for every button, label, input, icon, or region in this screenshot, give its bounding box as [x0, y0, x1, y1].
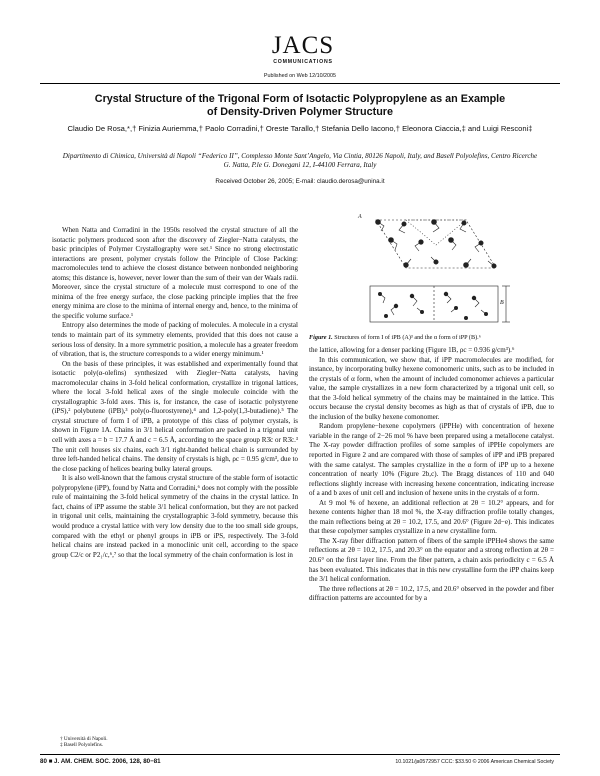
paragraph: Entropy also determines the mode of packing of molecules. A molecule in a crystal tends to maintain part of its symmetry elements, provided that this does not cause a serious loss of density. In a more symmetric position, a molecule has a greater freedom of vibration, that is, the structure corresponds to a wider energy minimum.¹ [52, 321, 298, 359]
footnotes [60, 736, 108, 749]
paragraph: On the basis of these principles, it was established and experimentally found that isotactic poly(α-olefins) synthesized with Ziegler−Natta catalysts, having macromolecular chains in 3-fold helical conformation, crystallize in trigonal lattices, where the local 3-fold helical axes of the single molecule coincide with the crystallographic 3-fold axes. This is, for instance, the case of isotactic polystyrene (iPS),² polybutene (iPB),³ poly(o-fluorostyrene),⁴ and 1,2-poly(1,3-butadiene).⁵ The crystal structure of form I of iPB, a prototype of this class of polymer crystals, is shown in Figure 1A. Chains in 3/1 helical conformation are packed in a trigonal unit cell with axes a = b = 17.7 Å and c = 6.5 Å, according to the space group R3̄c or R3̄c.³ The unit cell houses six chains, each 3/1 right-handed helical chain is surrounded by three left-handed helical chains. The density of crystals is high, ρc = 0.95 g/cm³, due to the close packing of helices bearing bulky lateral groups. [52, 359, 298, 473]
paragraph: When Natta and Corradini in the 1950s resolved the crystal structure of all the isotactic polymers produced soon after the discovery of Ziegler−Natta catalysts, the basic principles of Polymer Crystallography were set.¹ Since no strong electrostatic interactions are present, polymer crystals follow the Principle of Close Packing: macromolecules tend to achieve the closest distance between nonbonded neighboring atoms; this distance is, however, never lower than the sum of their van der Waals radii. Moreover, since the crystal structure of a molecule must correspond to one of the minima of the free energy surface, the close packing principle implies that the free energy minima are close to the minima of internal energy and, hence, to the minima of the specific volume surface.¹ [52, 226, 298, 320]
footer-citation: 80 ■ J. AM. CHEM. SOC. 2006, 128, 80−81 [40, 758, 161, 765]
caption-label: Figure 1. [309, 334, 333, 341]
paragraph: It is also well-known that the famous crystal structure of the stable form of isotactic polypropylene (iPP), found by Natta and Corradini,⁶ does not comply with the possible rule of maintaining the 3-fold helical symmetry of the chains in the crystal lattice. In fact, chains of iPP assume the stable 3/1 helical conformation, but they are not packed in trigonal unit cells, maintaining the crystallographic 3-fold symmetry, because this would produce a crystal lattice with very low density due to the too small side groups, compared with the ethyl or phenyl groups in iPB or iPS, respectively. The 3-fold helical chains are instead packed in a monoclinic unit cell, according to the space group C2/c or P2₁/c,⁶,⁷ so that the local symmetry of the chain conformation is lost in [52, 474, 299, 559]
footnote: † Università di Napoli. [60, 736, 108, 742]
published-date: Published on Web 12/10/2005 [263, 73, 337, 79]
figure-label-a: A [358, 214, 362, 220]
caption-text: Structures of form I of iPB (A)³ and the α form of iPP (B).⁶ [332, 334, 481, 341]
header-rule [40, 83, 560, 84]
paragraph: The three reflections at 2θ = 10.2, 17.5, and 20.6° observed in the powder and fiber diffraction patterns are accounted for by a [309, 584, 554, 603]
footer-rule [40, 754, 560, 755]
crystal-structure-drawing [356, 210, 516, 328]
logo-text: JACS [271, 32, 335, 59]
figure-label-b: B [500, 300, 504, 306]
left-column [52, 226, 298, 560]
paragraph: At 9 mol % of hexene, an additional reflection at 2θ = 10.2° appears, and for hexene contents higher than 18 mol %, the X-ray diffraction profile totally changes, the main reflections being at 2θ = 10.2, 17.5, and 20.6° (Figure 2d−e). This indicates that these copolymer samples crystallize in a new crystalline form. [309, 498, 554, 536]
right-column [309, 346, 554, 604]
figure-caption [309, 334, 554, 342]
affiliation: Dipartimento di Chimica, Università di Napoli “Federico II”, Complesso Monte Sant’Angelo, Via Cintia, 80126 Napoli, Italy, and Basell Polyolefins, Centro Ricerche G. Natta, P.le G. Donegani 12, I-44100 Ferrara, Italy [62, 152, 538, 170]
figure-1-structures [356, 210, 516, 328]
received-line: Received October 26, 2005; E-mail: claudio.derosa@unina.it [215, 178, 385, 185]
logo-subtitle: COMMUNICATIONS [273, 59, 333, 65]
paragraph: The X-ray fiber diffraction pattern of fibers of the sample iPPHe4 shows the same reflections at 2θ = 10.2, 17.5, and 20.3° on the equator and a strong reflection at 2θ = 20.6° on the first layer line. From the fiber pattern, a chain axis periodicity c = 6.5 Å has been evaluated. This indicates that in this new crystalline form the iPP chains keep the 3/1 helical conformation. [309, 536, 554, 584]
article-title: Crystal Structure of the Trigonal Form of Isotactic Polypropylene as an Example of Density-Driven Polymer Structure [94, 93, 506, 118]
footer-doi: 10.1021/ja0572957 CCC: $33.50 © 2006 American Chemical Society [395, 759, 554, 765]
paragraph: In this communication, we show that, if iPP macromolecules are modified, for instance, by incorporating bulky hexene comonomeric units, such as to be included in the crystals of α form, when the amount of included comonomer achieves a particular value, the sample crystallizes in a new form characterized by a trigonal unit cell, so that the 3-fold helical symmetry of the chains may be maintained in the lattice. This occurs because the crystal density becomes as high as that of crystals of iPB, due to the inclusion of the bulky hexene comonomer. [309, 355, 554, 421]
author-list: Claudio De Rosa,*,† Finizia Auriemma,† Paolo Corradini,† Oreste Tarallo,† Stefania Dello Iacono,† Eleonora Ciaccia,‡ and Luigi Resconi‡ [67, 124, 533, 133]
paragraph: Random propylene−hexene copolymers (iPPHe) with concentration of hexene variable in the range of 2−26 mol % have been prepared using a metallocene catalyst. The X-ray powder diffraction profiles of some samples of iPPHe copolymers are reported in Figure 2 and are compared with those of samples of iPP and iPB prepared with the same catalyst. The samples crystallize in the α form of iPP up to a hexene concentration of nearly 10% (Figure 2b,c). The Bragg distances of 110 and 040 reflections slightly increase with increasing hexene concentration, indicating increase of a and b axes of unit cell and inclusion of hexene units in the crystals of α form. [309, 422, 554, 498]
journal-logo [263, 34, 343, 65]
paragraph-continuation: the lattice, allowing for a denser packing (Figure 1B, ρc = 0.936 g/cm³).⁶ [309, 346, 515, 354]
footnote: ‡ Basell Polyolefins. [60, 742, 104, 749]
